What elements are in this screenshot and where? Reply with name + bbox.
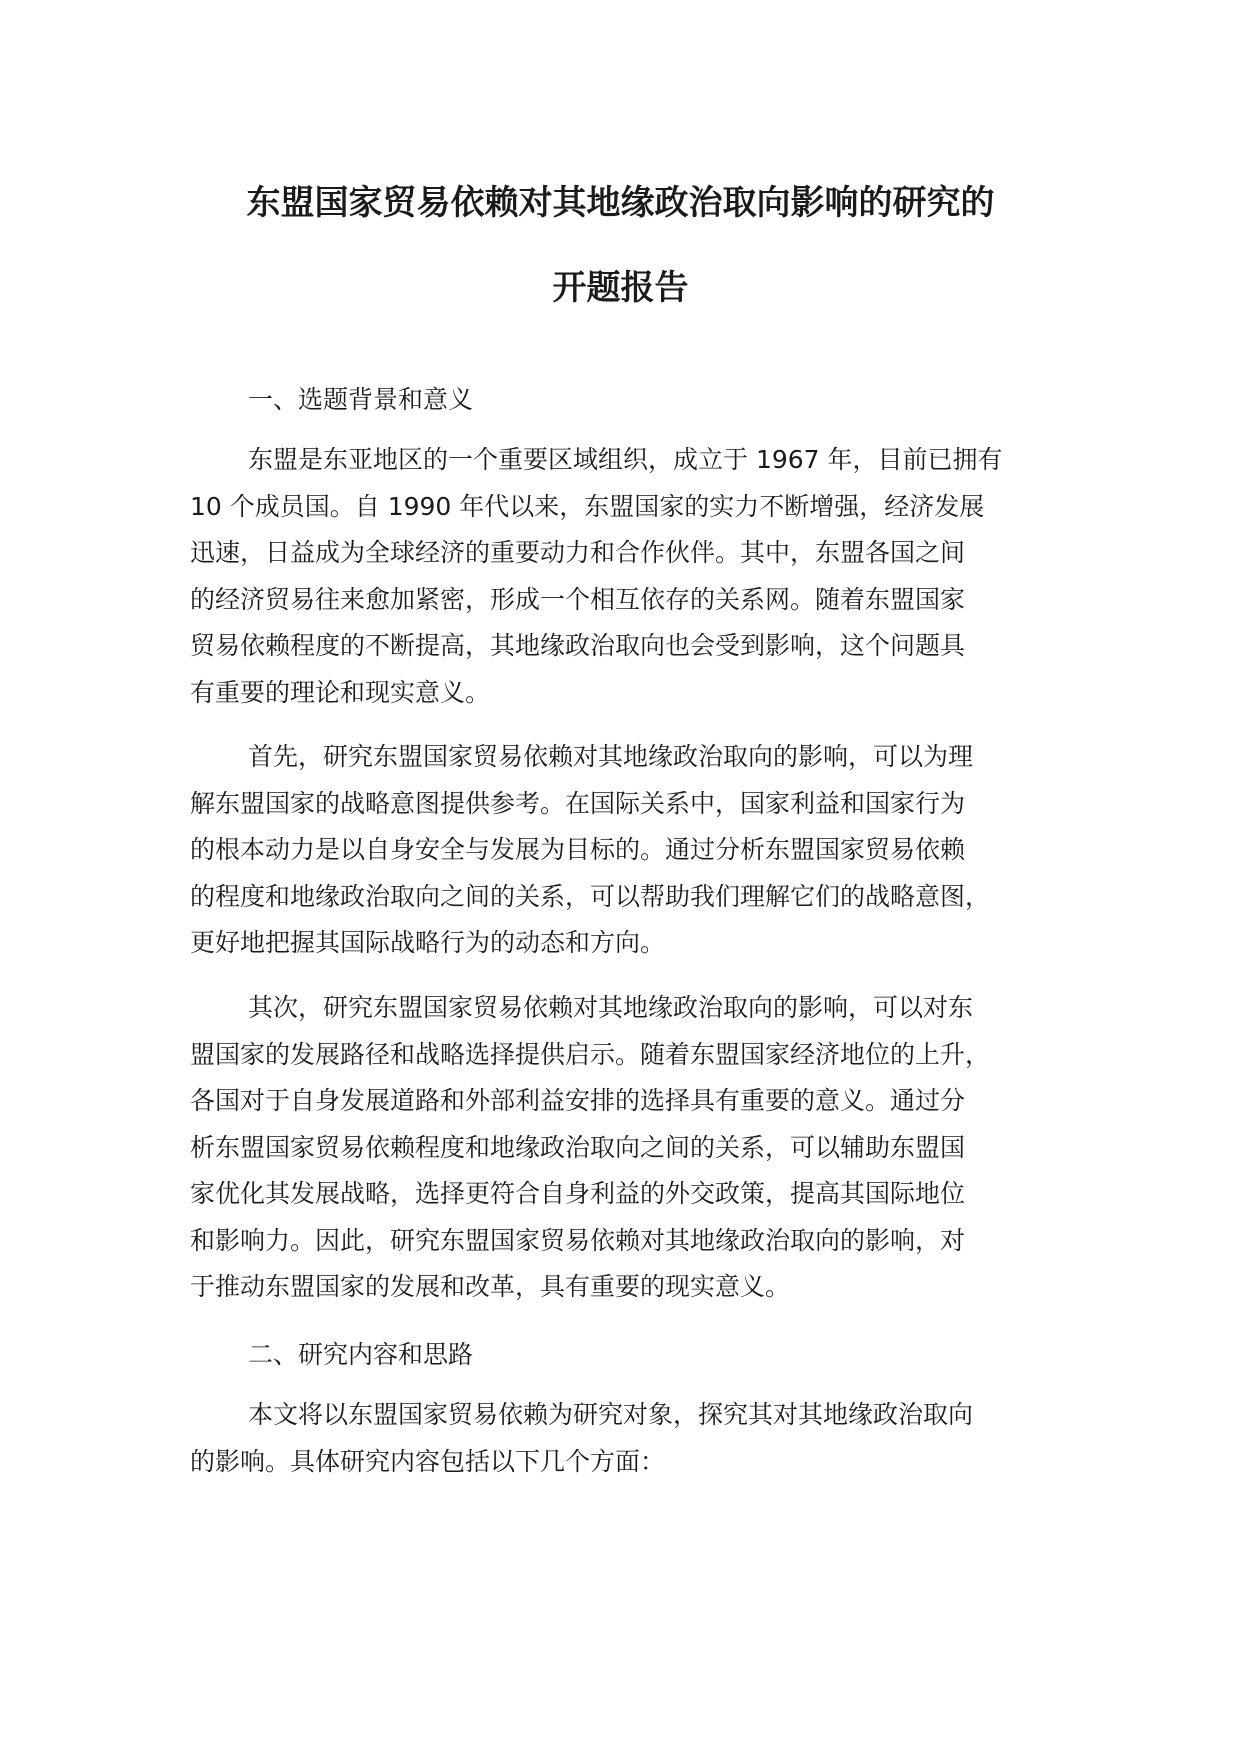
paragraph-line: 于推动东盟国家的发展和改革，具有重要的现实意义。 <box>190 1272 791 1301</box>
paragraph-line: 迅速，日益成为全球经济的重要动力和合作伙伴。其中，东盟各国之间 <box>190 538 966 567</box>
document-title-line-1: 东盟国家贸易依赖对其地缘政治取向影响的研究的 <box>246 183 995 223</box>
paragraph-line: 贸易依赖程度的不断提高，其地缘政治取向也会受到影响，这个问题具 <box>190 631 966 660</box>
paragraph-line: 其次，研究东盟国家贸易依赖对其地缘政治取向的影响，可以对东 <box>248 993 974 1022</box>
paragraph-line: 的影响。具体研究内容包括以下几个方面： <box>190 1446 666 1476</box>
paragraph-research-content <box>190 1392 1070 1485</box>
paragraph-line: 的根本动力是以自身安全与发展为目标的。通过分析东盟国家贸易依赖 <box>190 835 966 864</box>
paragraph-second-significance <box>190 985 1070 1311</box>
paragraph-line: 10 个成员国。自 1990 年代以来，东盟国家的实力不断增强，经济发展 <box>190 491 985 521</box>
paragraph-line: 各国对于自身发展道路和外部利益安排的选择具有重要的意义。通过分 <box>190 1086 966 1115</box>
section-heading-background: 一、选题背景和意义 <box>248 385 474 414</box>
paragraph-line: 东盟是东亚地区的一个重要区域组织，成立于 1967 年，目前已拥有 <box>248 445 1003 474</box>
paragraph-line: 本文将以东盟国家贸易依赖为研究对象，探究其对其地缘政治取向 <box>248 1400 974 1429</box>
paragraph-line: 的程度和地缘政治取向之间的关系，可以帮助我们理解它们的战略意图， <box>190 881 991 911</box>
paragraph-line: 析东盟国家贸易依赖程度和地缘政治取向之间的关系，可以辅助东盟国 <box>190 1132 966 1162</box>
document-title-line-2: 开题报告 <box>552 268 689 308</box>
paragraph-line: 家优化其发展战略，选择更符合自身利益的外交政策，提高其国际地位 <box>190 1179 966 1208</box>
paragraph-line: 有重要的理论和现实意义。 <box>190 677 491 707</box>
paragraph-line: 更好地把握其国际战略行为的动态和方向。 <box>190 928 666 957</box>
paragraph-line: 首先，研究东盟国家贸易依赖对其地缘政治取向的影响，可以为理 <box>248 742 974 771</box>
paragraph-line: 盟国家的发展路径和战略选择提供启示。随着东盟国家经济地位的上升， <box>190 1039 991 1069</box>
paragraph-first-significance <box>190 734 1070 967</box>
paragraph-line: 的经济贸易往来愈加紧密，形成一个相互依存的关系网。随着东盟国家 <box>190 584 966 614</box>
section-heading-content: 二、研究内容和思路 <box>248 1340 474 1369</box>
paragraph-line: 和影响力。因此，研究东盟国家贸易依赖对其地缘政治取向的影响，对 <box>190 1225 966 1255</box>
paragraph-line: 解东盟国家的战略意图提供参考。在国际关系中，国家利益和国家行为 <box>190 788 966 818</box>
paragraph-asean-intro <box>190 437 1070 716</box>
